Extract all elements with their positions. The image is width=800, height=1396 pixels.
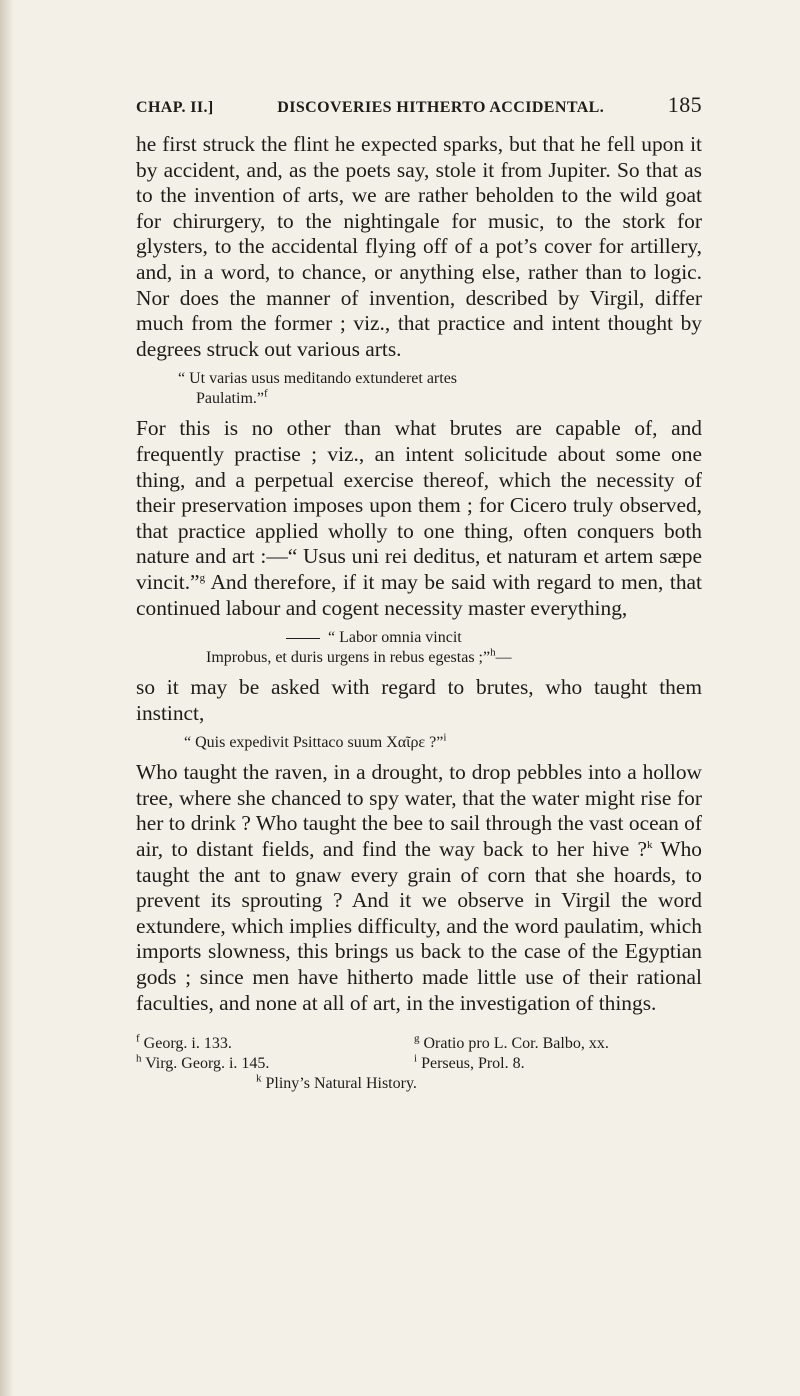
- footnote-row: [136, 1034, 702, 1054]
- page-number: 185: [667, 92, 702, 117]
- book-spine-shadow: [0, 0, 14, 1396]
- footnote-row: [136, 1054, 702, 1074]
- footnote-g: $^g$ Oratio pro L. Cor. Balbo, xx.: [414, 1032, 609, 1053]
- footnotes: [136, 1034, 702, 1094]
- paragraph-3: so it may be asked with regard to brutes, who taught them instinct,: [136, 675, 702, 725]
- paragraph-text: Who taught the raven, in a drought, to drop pebbles into a hollow tree, where she chanced to spy water, that the water might rise for her to drink ? Who taught the bee to sail through the vast ocean of air, to distant fields, and find the way back to her hive ?: [136, 760, 702, 862]
- running-title: DISCOVERIES HITHERTO ACCIDENTAL.: [277, 99, 605, 116]
- quote-line: [136, 628, 702, 648]
- chapter-label: CHAP. II.]: [136, 99, 214, 116]
- footnote-ref[interactable]: g: [199, 571, 206, 584]
- quote-text: “ Quis expedivit Psittaco suum Χαῖρε ?”: [184, 734, 444, 752]
- book-page: [136, 92, 702, 1094]
- footnote-ref[interactable]: i: [443, 731, 447, 744]
- paragraph-text: And therefore, if it may be said with regard to men, that continued labour and cogent necessity master everything,: [136, 569, 702, 620]
- footnote-i: $^i$ Perseus, Prol. 8.: [414, 1052, 525, 1073]
- quote-virgil-2: [136, 628, 702, 668]
- quote-text: —: [495, 649, 512, 667]
- quote-text: “ Labor omnia vincit: [328, 629, 462, 647]
- footnote-k: $^k$ Pliny’s Natural History.: [256, 1072, 417, 1093]
- paragraph-text: Who taught the ant to gnaw every grain of corn that she hoards, to prevent its sprouting ? And it we observe in Virgil the word extundere, which implies difficulty, and the word paulatim, which imports slowness, this brings us back to the case of the Egyptian gods ; since men have hitherto made little use of their rational faculties, and none at all of art, in the investigation of things.: [136, 837, 702, 1015]
- quote-text: Paulatim.”: [196, 390, 264, 408]
- quote-persius: [136, 733, 702, 753]
- quote-line: [136, 733, 702, 753]
- paragraph-text: For this is no other than what brutes are capable of, and frequently practise ; viz., an intent solicitude about some one thing, and a perpetual exercise thereof, which the necessity of their preservation imposes upon them ; for Cicero truly observed, that practice applied wholly to one thing, often conquers both nature and art :—“ Usus uni rei deditus, et naturam et artem sæpe vincit.”: [136, 416, 702, 594]
- quote-virgil-1: [136, 369, 702, 409]
- footnote-f: $^f$ Georg. i. 133.: [136, 1032, 232, 1053]
- footnote-ref[interactable]: h: [490, 646, 496, 659]
- paragraph-4: [136, 760, 702, 1016]
- footnote-ref[interactable]: f: [263, 388, 268, 401]
- paragraph-1: he first struck the flint he expected sparks, but that he fell upon it by accident, and, as the poets say, stole it from Jupiter. So that as to the invention of arts, we are rather beholden to the wild goat for chirurgery, to the nightingale for music, to the stork for glysters, to the accidental flying off of a pot’s cover for artillery, and, in a word, to chance, or anything else, rather than to logic. Nor does the manner of invention, described by Virgil, differ much from the former ; viz., that practice and intent thought by degrees struck out various arts.: [136, 132, 702, 361]
- footnote-row: [136, 1074, 702, 1094]
- footnote-ref[interactable]: k: [647, 838, 653, 851]
- em-rule: [286, 638, 320, 639]
- quote-line: “ Ut varias usus meditando extunderet artes: [178, 370, 458, 388]
- running-header: [136, 92, 702, 118]
- quote-line: [136, 648, 702, 668]
- quote-text: Improbus, et duris urgens in rebus egestas ;”: [206, 649, 491, 667]
- footnote-h: $^h$ Virg. Georg. i. 145.: [136, 1052, 270, 1073]
- paragraph-2: [136, 416, 702, 621]
- quote-line: [136, 389, 702, 409]
